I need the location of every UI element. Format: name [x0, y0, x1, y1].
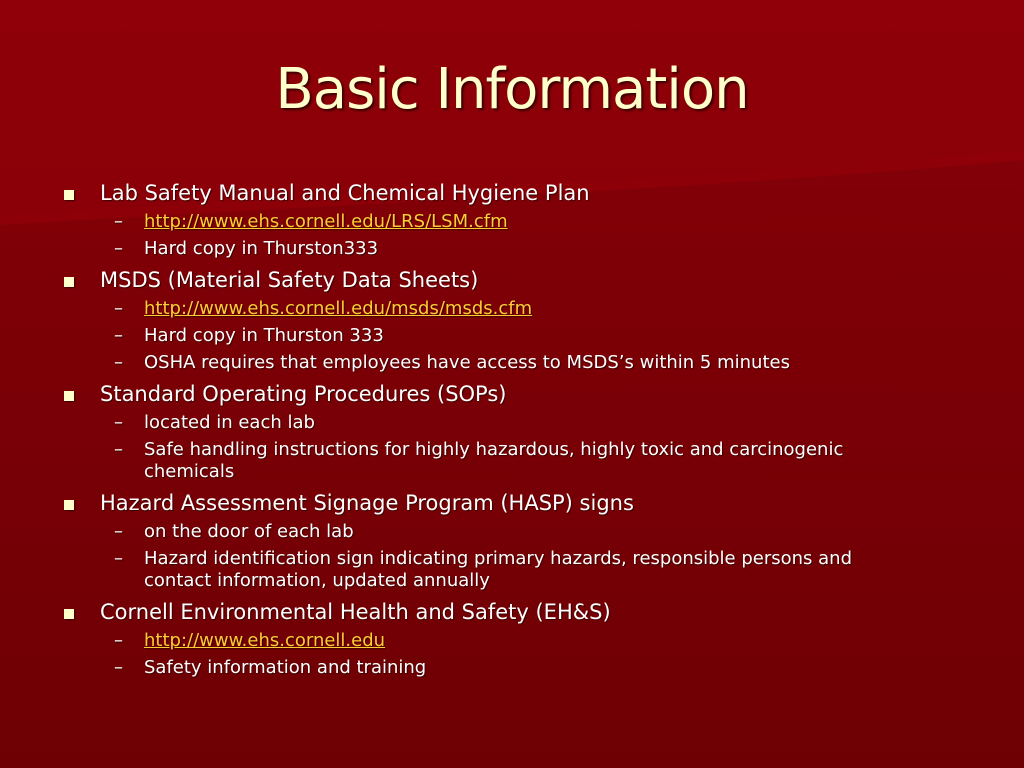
sub-bullet-text: Safety information and training: [144, 657, 427, 678]
sub-bullet-text: Safe handling instructions for highly hazardous, highly toxic and carcinogenic chemicals: [144, 439, 844, 482]
dash-bullet-icon: –: [114, 630, 123, 651]
sub-bullet: [62, 439, 962, 483]
sub-bullet-text: Hazard identification sign indicating primary hazards, responsible persons and contact information, updated annually: [144, 548, 853, 591]
dash-bullet-icon: –: [114, 412, 123, 433]
dash-bullet-icon: –: [114, 298, 123, 319]
sub-bullet: [62, 412, 962, 434]
dash-bullet-icon: –: [114, 657, 123, 678]
dash-bullet-icon: –: [114, 548, 123, 569]
ehs-link[interactable]: http://www.ehs.cornell.edu: [144, 630, 386, 651]
sub-bullet: [62, 325, 962, 347]
sub-bullet: [62, 352, 962, 374]
sub-bullet: [62, 238, 962, 260]
dash-bullet-icon: –: [114, 521, 123, 542]
bullet-text: Standard Operating Procedures (SOPs): [100, 382, 507, 406]
square-bullet-icon: [64, 277, 74, 287]
lsm-link[interactable]: http://www.ehs.cornell.edu/LRS/LSM.cfm: [144, 211, 508, 232]
msds-link[interactable]: http://www.ehs.cornell.edu/msds/msds.cfm: [144, 298, 533, 319]
dash-bullet-icon: –: [114, 439, 123, 460]
sub-bullet: [62, 657, 962, 679]
bullet-msds: [62, 265, 962, 295]
square-bullet-icon: [64, 190, 74, 200]
sub-bullet-text: located in each lab: [144, 412, 315, 433]
sub-bullet: [62, 521, 962, 543]
dash-bullet-icon: –: [114, 352, 123, 373]
bullet-ehs: [62, 597, 962, 627]
sub-bullet[interactable]: [62, 298, 962, 320]
bullet-hasp-signs: [62, 488, 962, 518]
sub-bullet-text: on the door of each lab: [144, 521, 354, 542]
sub-bullet-text: Hard copy in Thurston 333: [144, 325, 384, 346]
sub-bullet[interactable]: [62, 211, 962, 233]
sub-bullet-text: OSHA requires that employees have access to MSDS’s within 5 minutes: [144, 352, 790, 373]
dash-bullet-icon: –: [114, 238, 123, 259]
sub-bullet-text: Hard copy in Thurston333: [144, 238, 379, 259]
sub-bullet[interactable]: [62, 630, 962, 652]
bullet-lab-safety-manual: [62, 178, 962, 208]
square-bullet-icon: [64, 500, 74, 510]
sub-bullet: [62, 548, 962, 592]
bullet-sops: [62, 379, 962, 409]
square-bullet-icon: [64, 391, 74, 401]
bullet-text: Hazard Assessment Signage Program (HASP) signs: [100, 491, 634, 515]
slide-content: [62, 178, 962, 684]
dash-bullet-icon: –: [114, 325, 123, 346]
slide-title: Basic Information: [275, 57, 749, 122]
square-bullet-icon: [64, 609, 74, 619]
bullet-text: MSDS (Material Safety Data Sheets): [100, 268, 479, 292]
dash-bullet-icon: –: [114, 211, 123, 232]
bullet-text: Lab Safety Manual and Chemical Hygiene Plan: [100, 181, 590, 205]
bullet-text: Cornell Environmental Health and Safety (EH&S): [100, 600, 611, 624]
